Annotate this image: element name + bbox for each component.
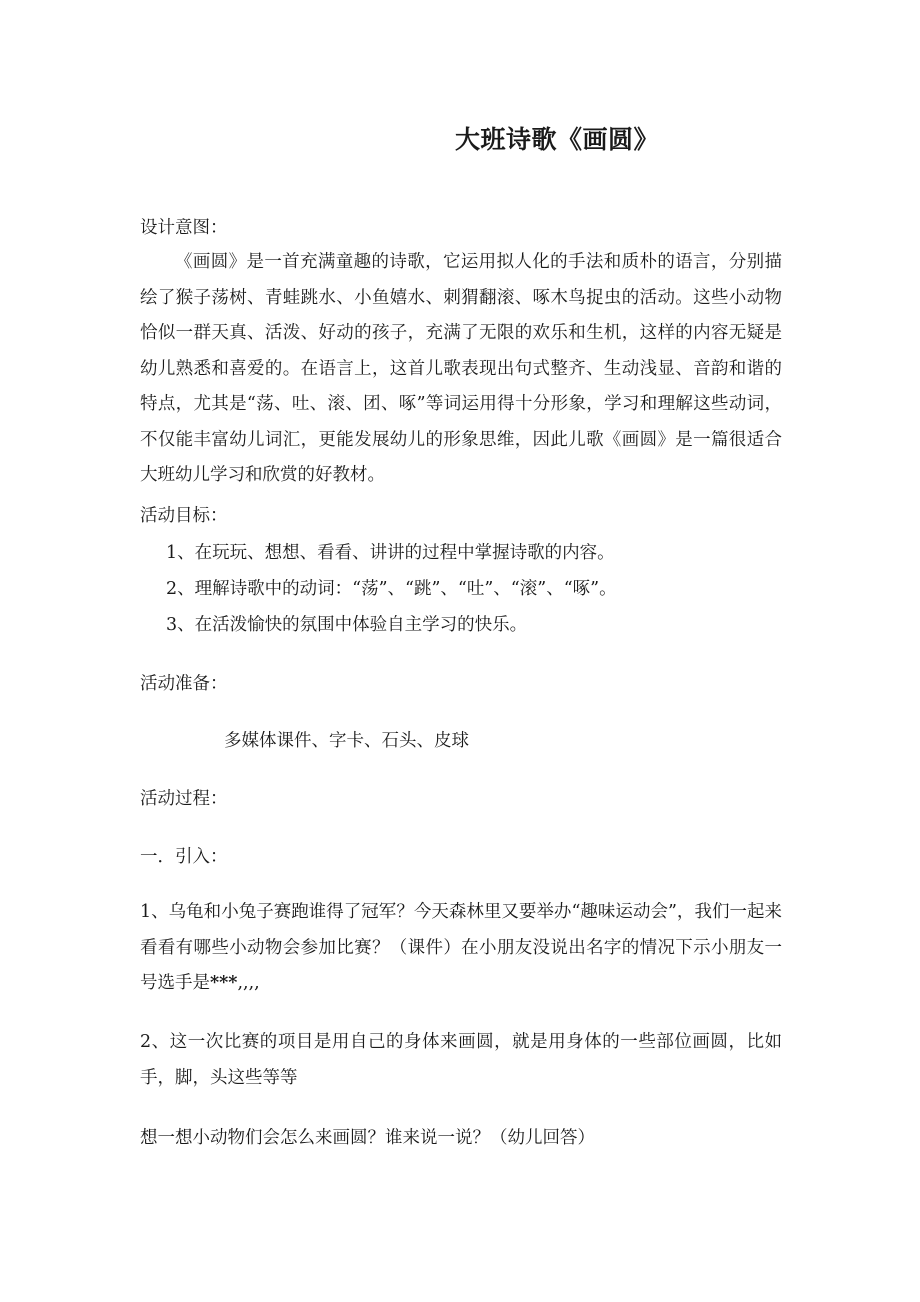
design-intent-paragraph — [140, 245, 782, 494]
section-intro-heading: 一．引入： — [140, 847, 228, 867]
step-1-text: 1、乌龟和小兔子赛跑谁得了冠军？今天森林里又要举办“趣味运动会”，我们一起来看看有哪些小动物会参加比赛？（课件）在小朋友没说出名字的情况下示小朋友一号选手是 — [140, 902, 782, 993]
step-2-text: 2、这一次比赛的项目是用自己的身体来画圆，就是用身体的一些部位画圆，比如手，脚，头这些等等 — [140, 1032, 782, 1088]
step-3-text: 想一想小动物们会怎么来画圆？谁来说一说？（幼儿回答） — [140, 1128, 595, 1148]
goal-item-3: 3、在活泼愉快的氛围中体验自主学习的快乐。 — [166, 615, 528, 635]
step-1-stars: *** — [210, 973, 238, 993]
goals-heading: 活动目标： — [140, 506, 228, 526]
design-intent-body: 《画圆》是一首充满童趣的诗歌，它运用拟人化的手法和质朴的语言，分别描绘了猴子荡树、青蛙跳水、小鱼嬉水、刺猬翻滚、啄木鸟捉虫的活动。这些小动物恰似一群天真、活泼、好动的孩子，充满了无限的欢乐和生机，这样的内容无疑是幼儿熟悉和喜爱的。在语言上，这首儿歌表现出句式整齐、生动浅显、音韵和谐的特点，尤其是“荡、吐、滚、团、啄”等词运用得十分形象，学习和理解这些动词，不仅能丰富幼儿词汇，更能发展幼儿的形象思维，因此儿歌《画圆》是一篇很适合大班幼儿学习和欣赏的好教材。 — [140, 252, 782, 485]
step-1-paragraph — [140, 895, 782, 1002]
preparation-heading: 活动准备： — [140, 674, 228, 694]
design-intent-heading: 设计意图： — [140, 218, 228, 238]
goal-item-1: 1、在玩玩、想想、看看、讲讲的过程中掌握诗歌的内容。 — [166, 543, 615, 563]
preparation-body: 多媒体课件、字卡、石头、皮球 — [224, 731, 469, 751]
step-1-tail: ,,,, — [237, 973, 260, 993]
step-2-paragraph — [140, 1025, 782, 1096]
process-heading: 活动过程： — [140, 789, 228, 809]
goal-item-2: 2、理解诗歌中的动词：“荡”、“跳”、“吐”、“滚”、“啄”。 — [166, 579, 617, 599]
document-title: 大班诗歌《画圆》 — [455, 125, 660, 154]
